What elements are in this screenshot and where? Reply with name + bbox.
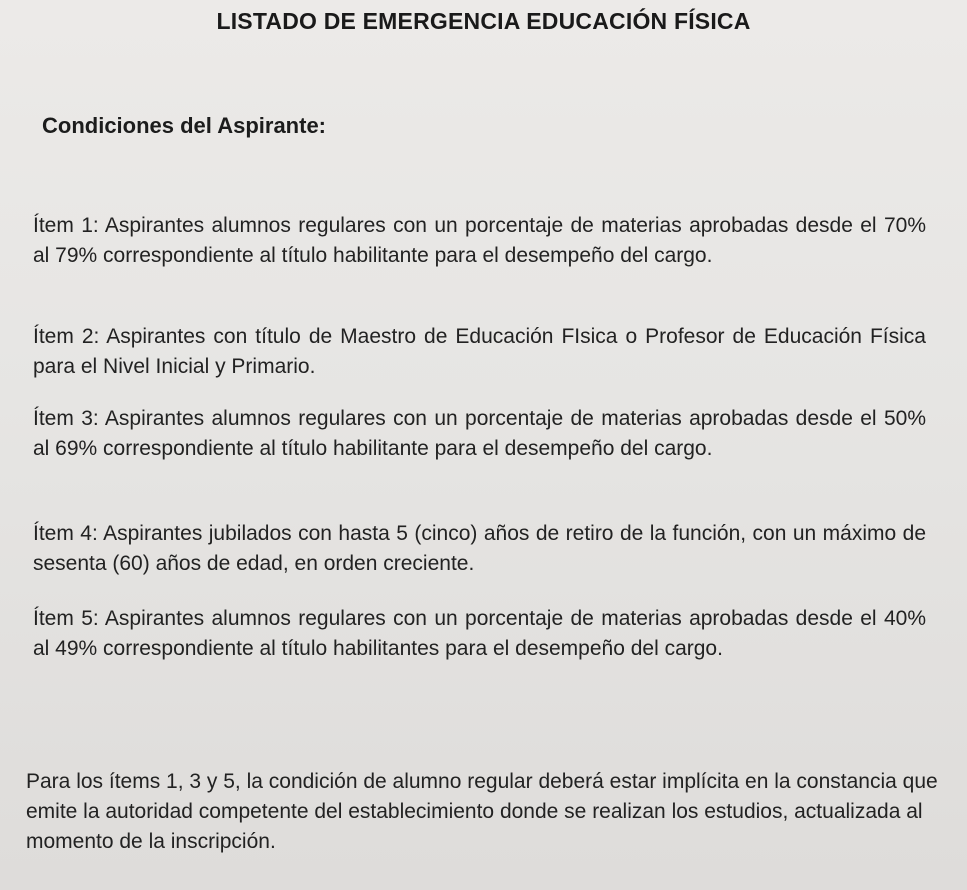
condition-item-4: Ítem 4: Aspirantes jubilados con hasta 5 (cinco) años de retiro de la función, con un máximo de sesenta (60) años de edad, en orden creciente.: [33, 522, 926, 575]
regular-student-note: Para los ítems 1, 3 y 5, la condición de alumno regular deberá estar implícita en la constancia que emite la autoridad competente del establecimiento donde se realizan los estudios, actualizada al momento de la inscripción.: [26, 770, 938, 853]
condition-item-1: Ítem 1: Aspirantes alumnos regulares con un porcentaje de materias aprobadas desde el 70% al 79% correspondiente al título habilitante para el desempeño del cargo.: [33, 214, 926, 267]
condition-item-3: Ítem 3: Aspirantes alumnos regulares con un porcentaje de materias aprobadas desde el 50% al 69% correspondiente al título habilitante para el desempeño del cargo.: [33, 407, 926, 460]
condition-item-5: Ítem 5: Aspirantes alumnos regulares con un porcentaje de materias aprobadas desde el 40% al 49% correspondiente al título habilitantes para el desempeño del cargo.: [33, 607, 926, 660]
conditions-heading: Condiciones del Aspirante:: [42, 113, 327, 138]
condition-item-2: Ítem 2: Aspirantes con título de Maestro de Educación FIsica o Profesor de Educación Física para el Nivel Inicial y Primario.: [33, 325, 926, 378]
document-title: LISTADO DE EMERGENCIA EDUCACIÓN FÍSICA: [216, 8, 751, 34]
